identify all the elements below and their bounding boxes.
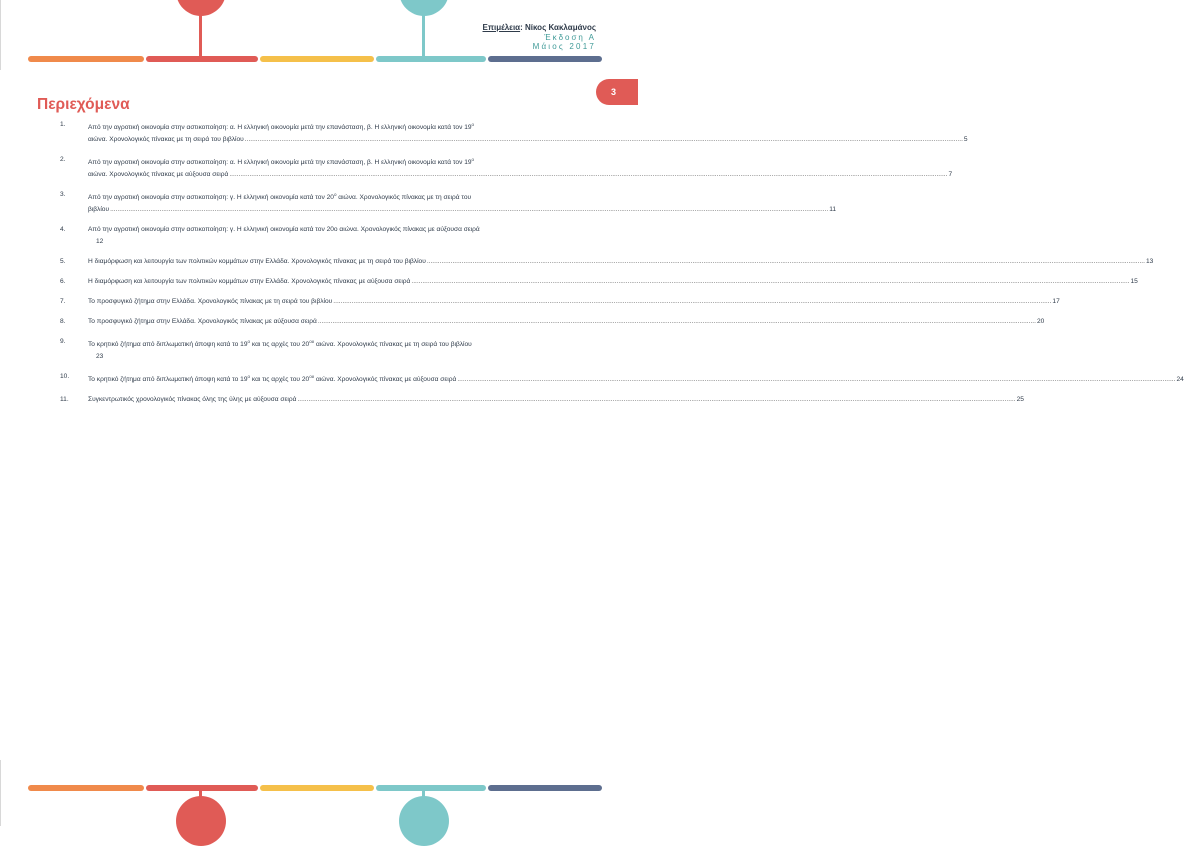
decor-bar bbox=[376, 785, 486, 791]
toc-entry-text: Το προσφυγικό ζήτημα στην Ελλάδα. Χρονολογικός πίνακας με τη σειρά του βιβλίου bbox=[88, 298, 333, 305]
superscript: ου bbox=[309, 374, 315, 379]
toc-entry-page: 20 bbox=[1036, 318, 1045, 325]
toc-entry-number: 5. bbox=[60, 258, 66, 265]
toc-entry-number: 7. bbox=[60, 298, 66, 305]
page-number: 3 bbox=[611, 87, 617, 97]
dot-leader bbox=[297, 394, 1015, 406]
toc-list bbox=[60, 119, 1184, 414]
toc-entry-text: αιώνα. Χρονολογικός πίνακας με αύξουσα σειρά bbox=[88, 171, 229, 178]
toc-entry-number: 4. bbox=[60, 226, 66, 233]
toc-title: Περιεχόμενα bbox=[37, 96, 130, 113]
decor-stem bbox=[422, 14, 425, 58]
header-info bbox=[483, 23, 596, 52]
toc-entry-body bbox=[88, 296, 1060, 308]
decor-bar bbox=[146, 785, 258, 791]
toc-entry-page: 13 bbox=[1145, 258, 1154, 265]
toc-entry-body bbox=[88, 394, 1024, 406]
toc-entry-page: 23 bbox=[96, 353, 104, 360]
toc-entry-number: 11. bbox=[60, 396, 69, 403]
superscript: ο bbox=[247, 339, 251, 344]
decor-bar bbox=[260, 785, 374, 791]
toc-entry-text: βιβλίου bbox=[88, 206, 110, 213]
decor-knob bbox=[399, 796, 449, 846]
dot-leader bbox=[457, 374, 1175, 386]
dot-leader bbox=[318, 316, 1036, 328]
decor-bar bbox=[488, 56, 602, 62]
page-edge bbox=[0, 760, 1, 826]
toc-entry-body bbox=[88, 154, 952, 181]
decor-bar bbox=[488, 785, 602, 791]
toc-entry[interactable] bbox=[60, 119, 968, 146]
toc-entry-text: και τις αρχές του 20 bbox=[250, 341, 310, 348]
toc-entry-text: Από την αγροτική οικονομία στην αστικοποίηση: α. Η ελληνική οικονομία μετά την επανάσταση, β. Η ελληνική οικονομία κατά τον 19 bbox=[88, 159, 472, 166]
page-edge bbox=[0, 0, 1, 70]
toc-entry[interactable] bbox=[60, 394, 1024, 406]
dot-leader bbox=[110, 204, 828, 216]
toc-entry-number: 8. bbox=[60, 318, 66, 325]
edition-text: Έκδοση Α bbox=[544, 32, 596, 42]
toc-entry-number: 3. bbox=[60, 191, 66, 198]
toc-entry-page: 17 bbox=[1052, 298, 1060, 305]
page-number-tab bbox=[596, 79, 638, 105]
toc-entry[interactable] bbox=[60, 371, 1184, 386]
toc-entry-text: αιώνα. Χρονολογικός πίνακας με τη σειρά του βιβλίου bbox=[88, 136, 244, 143]
superscript: ο bbox=[247, 374, 251, 379]
decor-bar bbox=[28, 785, 144, 791]
toc-entry-text: Από την αγροτική οικονομία στην αστικοποίηση: γ. Η ελληνική οικονομία κατά τον 20 bbox=[88, 194, 334, 201]
toc-entry-text: αιώνα. Χρονολογικός πίνακας με αύξουσα σειρά bbox=[314, 376, 457, 383]
toc-entry-number: 10. bbox=[60, 373, 70, 380]
superscript: ου bbox=[309, 339, 315, 344]
toc-entry-text: Το προσφυγικό ζήτημα στην Ελλάδα. Χρονολογικός πίνακας με αύξουσα σειρά bbox=[88, 318, 317, 325]
toc-entry-text: Το κρητικό ζήτημα από διπλωματική άποψη κατά το 19 bbox=[88, 341, 248, 348]
toc-entry[interactable] bbox=[60, 154, 953, 181]
decor-knob bbox=[176, 796, 226, 846]
toc-entry[interactable] bbox=[60, 276, 1138, 288]
toc-entry-page: 11 bbox=[829, 206, 837, 213]
toc-entry-body bbox=[88, 256, 1153, 268]
toc-entry[interactable] bbox=[60, 336, 602, 363]
toc-entry-text: Το κρητικό ζήτημα από διπλωματική άποψη κατά το 19 bbox=[88, 376, 248, 383]
toc-entry-page: 25 bbox=[1016, 396, 1024, 403]
toc-entry-body bbox=[88, 189, 836, 216]
superscript: ο bbox=[471, 157, 475, 162]
toc-entry-number: 2. bbox=[60, 156, 66, 163]
toc-entry-body bbox=[88, 119, 968, 146]
toc-entry-body bbox=[88, 316, 1044, 328]
decor-bar bbox=[376, 56, 486, 62]
toc-entry-body bbox=[88, 276, 1138, 288]
toc-entry-page: 15 bbox=[1130, 278, 1138, 285]
decor-bar bbox=[146, 56, 258, 62]
editor-line bbox=[483, 23, 596, 33]
toc-entry-page: 12 bbox=[96, 238, 104, 245]
decor-stem bbox=[199, 14, 202, 58]
toc-entry-body bbox=[88, 336, 602, 363]
toc-entry-body bbox=[88, 371, 1184, 386]
date-text: Μάιος 2017 bbox=[532, 42, 596, 51]
dot-leader bbox=[333, 296, 1051, 308]
toc-entry-body bbox=[88, 224, 602, 248]
toc-entry-text: αιώνα. Χρονολογικός πίνακας με τη σειρά του bbox=[336, 194, 472, 201]
toc-entry-page: 5 bbox=[963, 136, 968, 143]
toc-entry-text: Συγκεντρωτικός χρονολογικός πίνακας όλης της ύλης με αύξουσα σειρά bbox=[88, 396, 297, 403]
toc-entry-number: 9. bbox=[60, 338, 66, 345]
toc-entry-text: αιώνα. Χρονολογικός πίνακας με τη σειρά του βιβλίου bbox=[314, 341, 472, 348]
toc-entry-number: 6. bbox=[60, 278, 66, 285]
toc-entry[interactable] bbox=[60, 296, 1060, 308]
editor-name: : Νίκος Κακλαμάνος bbox=[520, 23, 596, 32]
dot-leader bbox=[245, 134, 963, 146]
dot-leader bbox=[427, 256, 1145, 268]
toc-entry-text: και τις αρχές του 20 bbox=[250, 376, 310, 383]
toc-entry[interactable] bbox=[60, 189, 837, 216]
toc-entry[interactable] bbox=[60, 316, 1045, 328]
dot-leader bbox=[229, 169, 947, 181]
toc-entry-number: 1. bbox=[60, 121, 66, 128]
dot-leader bbox=[411, 276, 1129, 288]
toc-entry-text: Από την αγροτική οικονομία στην αστικοποίηση: α. Η ελληνική οικονομία μετά την επανάσταση, β. Η ελληνική οικονομία κατά τον 19 bbox=[88, 124, 472, 131]
superscript: ο bbox=[471, 122, 475, 127]
toc-entry-text: Η διαμόρφωση και λειτουργία των πολιτικών κομμάτων στην Ελλάδα. Χρονολογικός πίνακας με αύξουσα σειρά bbox=[88, 278, 411, 285]
superscript: ο bbox=[333, 192, 337, 197]
toc-entry-page: 24 bbox=[1176, 376, 1184, 383]
toc-entry[interactable] bbox=[60, 256, 1154, 268]
toc-entry[interactable] bbox=[60, 224, 602, 248]
toc-entry-page: 7 bbox=[948, 171, 953, 178]
editor-label: Επιμέλεια bbox=[482, 23, 521, 32]
toc-entry-text: Η διαμόρφωση και λειτουργία των πολιτικών κομμάτων στην Ελλάδα. Χρονολογικός πίνακας με τη σειρά του βιβλίου bbox=[88, 258, 426, 265]
toc-entry-text: Από την αγροτική οικονομία στην αστικοποίηση: γ. Η ελληνική οικονομία κατά τον 20ο αιώνα. Χρονολογικός πίνακας με αύξουσα σειρά bbox=[88, 226, 480, 233]
decor-bar bbox=[28, 56, 144, 62]
decor-bar bbox=[260, 56, 374, 62]
